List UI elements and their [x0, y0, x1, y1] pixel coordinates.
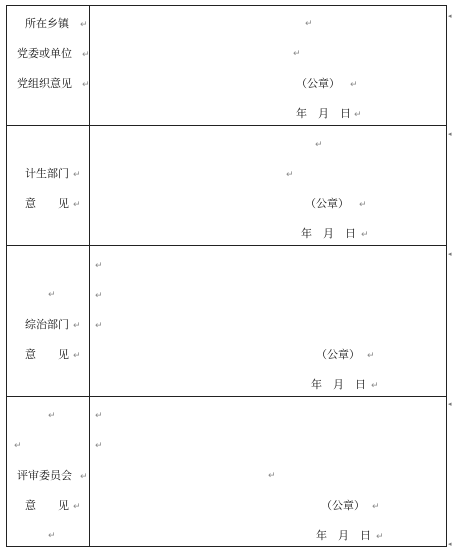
paragraph-mark: ↵	[371, 381, 379, 391]
paragraph-mark: ↵	[48, 531, 56, 541]
row-label-line: 意 见	[25, 348, 69, 361]
row-divider-2	[6, 245, 446, 246]
paragraph-mark: ↵	[372, 502, 380, 512]
paragraph-mark: ↵	[14, 441, 22, 451]
official-seal-label: （公章）	[305, 197, 349, 210]
paragraph-mark: ↵	[361, 230, 369, 240]
row-end-mark: ◂	[448, 400, 452, 408]
row-label-line: 计生部门	[25, 167, 69, 180]
paragraph-mark: ↵	[48, 290, 56, 300]
table-border-left	[6, 5, 7, 547]
row-end-mark: ◂	[448, 130, 452, 138]
paragraph-mark: ↵	[293, 49, 301, 59]
paragraph-mark: ↵	[80, 20, 88, 30]
date-field: 年 月 日	[311, 378, 366, 391]
paragraph-mark: ↵	[95, 321, 103, 331]
row-label-line: 党组织意见	[17, 77, 72, 90]
row-end-mark: ◂	[448, 540, 452, 548]
paragraph-mark: ↵	[73, 321, 81, 331]
table-border-right	[446, 5, 447, 547]
row-divider-1	[6, 125, 446, 126]
paragraph-mark: ↵	[73, 200, 81, 210]
paragraph-mark: ↵	[80, 472, 88, 482]
paragraph-mark: ↵	[95, 441, 103, 451]
paragraph-mark: ↵	[315, 140, 323, 150]
row-divider-3	[6, 396, 446, 397]
row-label-line: 意 见	[25, 499, 69, 512]
paragraph-mark: ↵	[359, 200, 367, 210]
paragraph-mark: ↵	[286, 170, 294, 180]
paragraph-mark: ↵	[350, 80, 358, 90]
official-seal-label: （公章）	[321, 499, 365, 512]
date-field: 年 月 日	[301, 227, 356, 240]
paragraph-mark: ↵	[73, 170, 81, 180]
paragraph-mark: ↵	[48, 411, 56, 421]
row-label-line: 综治部门	[25, 318, 69, 331]
official-seal-label: （公章）	[316, 348, 360, 361]
paragraph-mark: ↵	[268, 471, 276, 481]
row-label-line: 评审委员会	[17, 469, 72, 482]
date-field: 年 月 日	[316, 529, 371, 542]
paragraph-mark: ↵	[376, 532, 384, 542]
paragraph-mark: ↵	[95, 261, 103, 271]
row-label-line: 意 见	[25, 197, 69, 210]
paragraph-mark: ↵	[73, 502, 81, 512]
table-border-bottom	[6, 546, 446, 547]
paragraph-mark: ↵	[354, 110, 362, 120]
table-border-top	[6, 5, 446, 6]
row-end-mark: ◂	[448, 12, 452, 20]
row-label-line: 所在乡镇	[25, 17, 69, 30]
row-label-line: 党委或单位	[17, 47, 72, 60]
paragraph-mark: ↵	[95, 291, 103, 301]
paragraph-mark: ↵	[305, 19, 313, 29]
official-seal-label: （公章）	[296, 77, 340, 90]
date-field: 年 月 日	[296, 107, 351, 120]
paragraph-mark: ↵	[73, 351, 81, 361]
paragraph-mark: ↵	[82, 50, 90, 60]
row-end-mark: ◂	[448, 250, 452, 258]
paragraph-mark: ↵	[367, 351, 375, 361]
paragraph-mark: ↵	[82, 80, 90, 90]
paragraph-mark: ↵	[95, 411, 103, 421]
